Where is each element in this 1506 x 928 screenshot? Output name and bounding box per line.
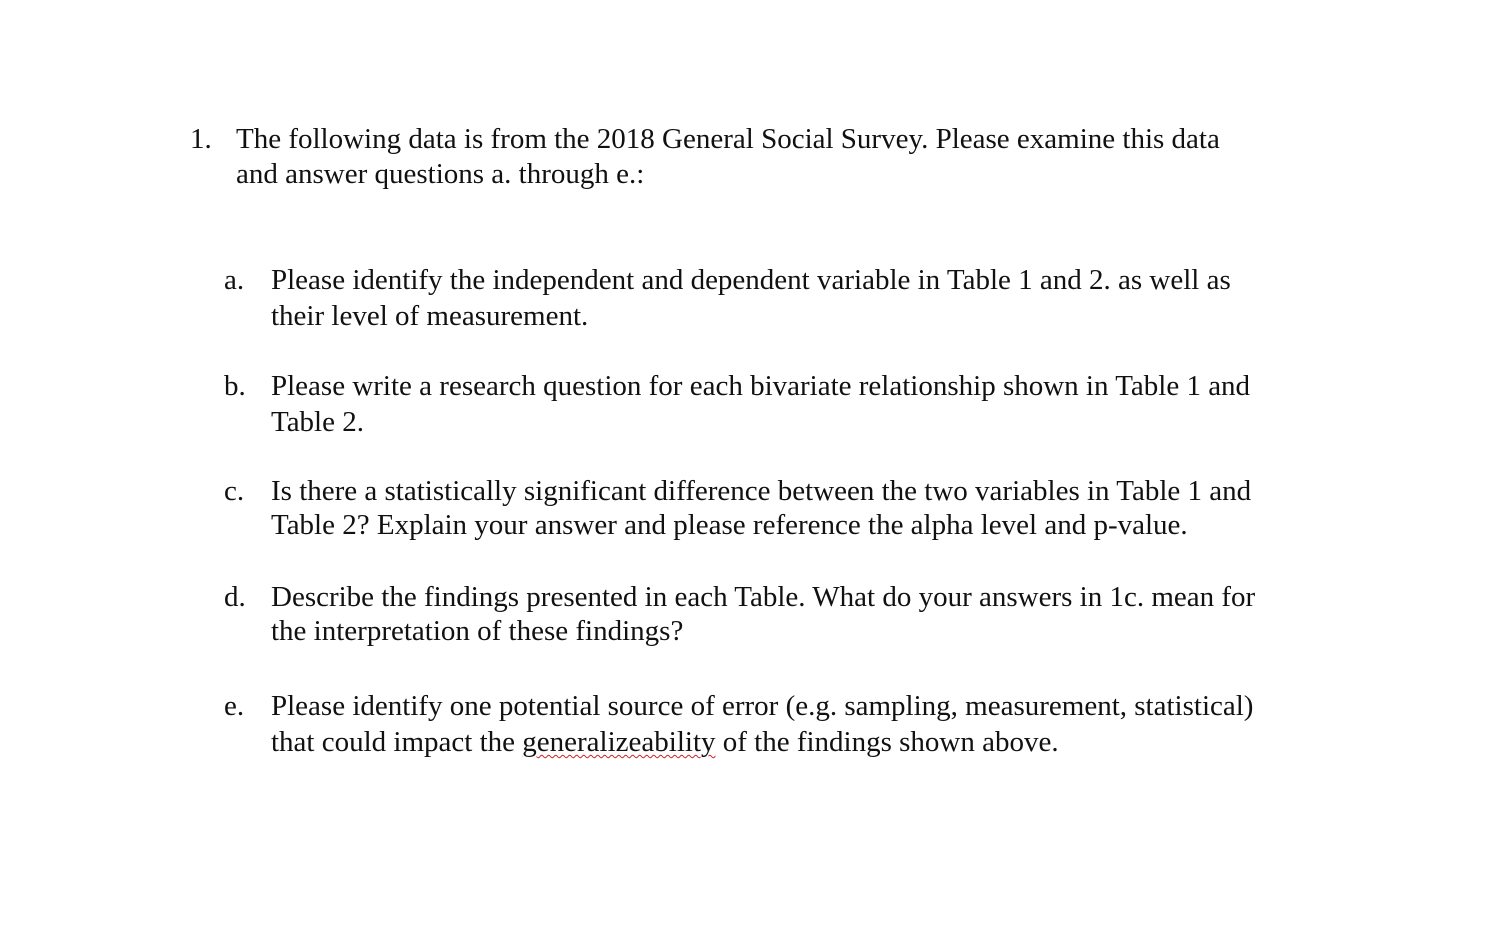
subquestion-text-line: Describe the findings presented in each Table. What do your answers in 1c. mean for xyxy=(271,581,1256,613)
line-text-prefix: that could impact the xyxy=(271,726,523,758)
subquestion-text xyxy=(271,474,1331,542)
subquestion-text-line: Please write a research question for each bivariate relationship shown in Table 1 and xyxy=(271,370,1251,402)
misspelled-word[interactable]: generalizeability xyxy=(522,726,716,758)
subquestion-letter: e. xyxy=(224,690,245,722)
subquestion-text-line: Please identify the independent and dependent variable in Table 1 and 2. as well as xyxy=(271,264,1231,296)
subquestion-letter: a. xyxy=(224,264,245,296)
subquestion-text xyxy=(271,262,1331,334)
subquestion-letter: b. xyxy=(224,370,246,402)
subquestion-text-line: Table 2? Explain your answer and please reference the alpha level and p-value. xyxy=(271,509,1188,541)
subquestion-letter: c. xyxy=(224,475,245,507)
subquestion-text-line: Table 2. xyxy=(271,406,364,438)
subquestion-text xyxy=(271,368,1331,440)
subquestion-text-line: their level of measurement. xyxy=(271,300,589,332)
question-text xyxy=(236,122,1320,192)
subquestion-text-line: Please identify one potential source of error (e.g. sampling, measurement, statistical) xyxy=(271,690,1254,722)
question-text-line: The following data is from the 2018 General Social Survey. Please examine this data xyxy=(236,123,1220,155)
question-number: 1. xyxy=(190,123,212,155)
question-text-line: and answer questions a. through e.: xyxy=(236,158,645,190)
subquestion-text-line: Is there a statistically significant difference between the two variables in Table 1 and xyxy=(271,475,1252,507)
line-text-suffix: of the findings shown above. xyxy=(715,726,1059,758)
subquestion-text xyxy=(271,688,1331,760)
subquestion-letter: d. xyxy=(224,581,246,613)
subquestion-text xyxy=(271,580,1331,648)
subquestion-text-line: the interpretation of these findings? xyxy=(271,615,684,647)
subquestion-text-line xyxy=(271,724,1331,760)
